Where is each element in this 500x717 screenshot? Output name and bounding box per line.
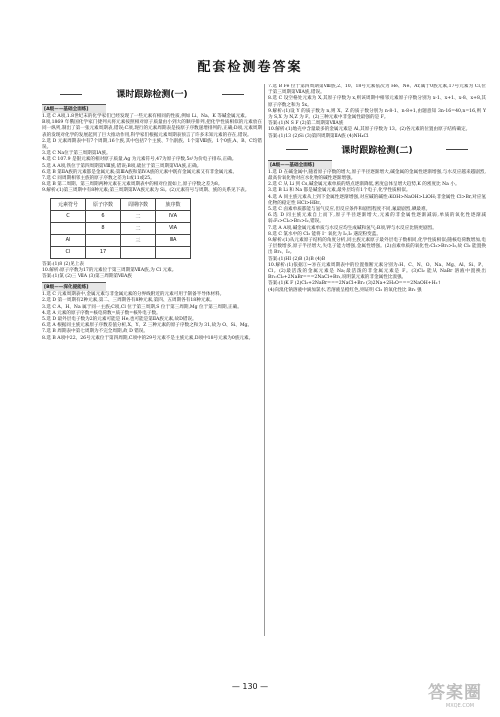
answer-paragraph: 10.解析:(1)地壳中含量最多的金属元素是 Al,其原子序数为 13。(2)各元素的位置由原子结构确定。 <box>268 127 471 133</box>
table-cell: Al <box>51 234 86 246</box>
answer-paragraph: 3.选 B Li 和 Na 都是碱金属元素,最外层均有1个电子,化学性质相似。 <box>268 188 411 194</box>
answer-line: 答案:(1)HI (2)B (3)B (4)B <box>268 256 326 262</box>
watermark-logo <box>428 683 492 711</box>
table-cell: ⅥA <box>156 222 191 234</box>
answer-paragraph: 1.选 D 在碱金属中,随着原子序数的增大,原子半径逐渐增大,碱金属的金属性逐渐增强,与水反应越来越剧烈,最高价氧化物对应水化物的碱性逐渐增强。 <box>268 169 486 182</box>
level-a-label-1: [A级——基础全面练] <box>42 104 106 113</box>
page-number: — 130 — <box>231 682 269 691</box>
answer-line: 答案:(1)氯 (2)三 ⅦA (3)第三周期第ⅦA族 <box>42 274 132 280</box>
answer-paragraph: 6.选 B 第ⅡA族的元素都是金属元素;第ⅢA族和第ⅣA族的元素中既有金属元素又有非金属元素。 <box>42 169 238 175</box>
table-header-cell: 族序数 <box>156 198 191 210</box>
answer-line: 答案:(1)8 (2)见上表 <box>42 261 84 267</box>
level-a-label-2: [A级——基础全面练] <box>268 160 332 169</box>
table-cell: ⅢA <box>156 234 191 246</box>
answer-paragraph: 2.选 C 从 Li 到 Cs,碱金属元素单质的熔点逐渐降低,密度总体呈增大趋势,K 的密度比 Na 小。 <box>268 182 460 188</box>
answer-paragraph: 5.选 C 卤素单质都能与氢气反应,但反应条件和剧烈程度不同,氟最剧烈,碘最难。 <box>268 207 431 213</box>
answer-paragraph: 6.选 D 同主族元素自上而下,原子半径逐渐增大,元素的非金属性逐渐减弱,单质的氧化性逐渐减弱:F₂>Cl₂>Br₂>I₂,错误。 <box>268 213 486 225</box>
answer-paragraph: 7.选 B Fe 位于第四周期第Ⅷ族,2、10、18号元素依次为 He、Ne、Ar,属于0族元素,17号元素为 Cl,位于第三周期第ⅦA族,错误。 <box>268 84 486 96</box>
answer-paragraph: 3.选 C A、H、Na 属于同一主族;C项,Cl 位于第三周期,S 位于第三周期,Mg 位于第三周期,正确。 <box>42 304 242 310</box>
answer-paragraph: 10.解析:原子序数为17的元素位于第三周期第ⅦA族,为 Cl 元素。 <box>42 267 177 273</box>
answer-paragraph: 1.选 C 元素周期表中,金属元素与非金属元素的分界线附近的元素可用于制备半导体材料。 <box>42 292 225 298</box>
level-b-label: [B级——深化提能练] <box>42 282 106 291</box>
answer-paragraph: 8.选 B A项中22、26号元素位于第四周期,C项中的29号元素不是主族元素,D项中18号元素为0族元素。 <box>42 335 254 341</box>
answer-paragraph: 5.选 D 最外层电子数为2的元素可能是 He,也可能是第ⅡA族元素,故D错误。 <box>42 317 197 323</box>
answer-paragraph: 2.选 D 元素周期表中有7个周期,16个族,其中包括7个主族、7个副族、1个第Ⅷ族、1个0族,A、B、C均错误。 <box>42 138 262 151</box>
answer-paragraph: 9.解析:(1)从元素原子结构的角度分析,同主族元素原子最外层电子数相同,化学性质相似;随核电荷数增加,电子层数增多,原子半径增大,失电子能力增强,金属性增强。(2)卤素单质的氧化性:Cl₂>Br₂>I₂,故 Cl₂ 能置换出 Br₂、I₂。 <box>268 238 486 256</box>
answer-paragraph: 4.选 A 元素的原子序数=核电荷数=质子数=核外电子数。 <box>42 310 161 316</box>
table-cell: 17 <box>86 246 121 258</box>
table-row <box>51 222 191 234</box>
answer-paragraph: 4.选 A 同主族元素从上到下金属性逐渐增强,对应碱的碱性:KOH>NaOH>LiOH;非金属性 Cl>Br,对应氢化物的稳定性 HCl>HBr。 <box>268 194 486 206</box>
watermark-mark: 答案圈 <box>428 683 482 703</box>
section-heading-2: 课时跟踪检测(二) <box>268 143 486 156</box>
table-cell: Cl <box>51 246 86 258</box>
table-cell <box>86 234 121 246</box>
answer-paragraph: 7.选 A A项,碱金属元素单质与水反应均生成碱和氢气;B项,钾与水反应比钠更剧烈。 <box>268 225 437 231</box>
table-cell: 6 <box>86 210 121 222</box>
table-cell: 二 <box>121 222 156 234</box>
table-cell: 8 <box>86 222 121 234</box>
answer-paragraph: 5.选 A A项,铁位于第四周期第Ⅷ族,错误;B项,硫位于第三周期第ⅥA族,正确。 <box>42 163 202 169</box>
table-row <box>51 234 191 246</box>
answer-paragraph: 6.选 A 根据同主族元素原子序数差值分析,X、Y、Z 三种元素的原子序数之和为 31,故为 O、Si、Mg。 <box>42 323 253 329</box>
answer-paragraph: 7.选 B 周期表中第七周期为不完全周期,故 D 错误。 <box>42 329 149 335</box>
answer-paragraph: 7.选 C 同周期相邻主族的原子序数之差为1或11或25。 <box>42 176 155 182</box>
table-cell: 三 <box>121 234 156 246</box>
answer-paragraph: 9.解析:(1)设 Y 的质子数为 n,则 X、Z 的质子数分别为 n-8-1、n-8+1,由题意知 3n-16=40,n=16,则 Y 为 S,X 为 N,Z 为 F。(2)三种元素中非金属性最强的是 F。 <box>268 108 486 121</box>
table-header-cell: 元素符号 <box>51 198 86 210</box>
element-table <box>50 198 191 259</box>
answer-paragraph: 9.解析:(1)第三周期中有8种元素;第三周期第ⅣA族元素为 Si。(2)元素符号与周期、族的关系见下表。 <box>42 188 250 194</box>
answer-paragraph: 10.解析:(1)依据①~⑩在元素周期表中的位置推断元素分别为:H、C、N、O、Na、Mg、Al、Si、P、Cl。(2)最活泼的金属元素是 Na;最活泼的非金属元素是 F。(3)Cl₂ 能从 NaBr 溶液中置换出 Br₂:Cl₂+2NaBr===2NaCl+Br₂,说明氯元素的非金属性比溴强。 <box>268 262 486 281</box>
right-column <box>268 84 486 639</box>
table-row <box>51 246 191 258</box>
table-cell: 二 <box>121 210 156 222</box>
answer-paragraph: 1.选 C A项,1.8世纪末的化学家们已经发现了一些元素有相同的性质,例如 Li、Na、K 等碱金属元素。 <box>42 114 250 119</box>
answer-paragraph: B项,1869 年俄国化学家门捷列夫将元素按照相对原子质量由小到大的顺序排列,把化学性质相似的元素放在同一纵列,制出了第一张元素周期表,错误;C项,现行的元素周期表是按原子序数递增排列的,正确;D项,元素周期表的发现对化学的发展起到了巨大推动作用,科学家们根据元素周期表预言了许多未知元素的存在,错误。 <box>42 120 262 138</box>
table-header-cell: 原子序数 <box>86 198 121 210</box>
answer-line: (4)向溴化钠溶液中滴加氯水,若溶液呈橙红色,则证明 Cl₂ 的氧化性比 Br₂ 强 <box>268 287 422 293</box>
table-cell <box>121 246 156 258</box>
answer-paragraph: 3.选 C Na位于第三周期第ⅠA族。 <box>42 151 111 157</box>
column-divider <box>264 84 265 636</box>
table-header-cell: 周期序数 <box>121 198 156 210</box>
table-cell <box>156 246 191 258</box>
answer-paragraph: 8.选 C 氯水中的 Cl₂ 能将 I⁻ 氧化为 I₂,I₂ 遇淀粉变蓝。 <box>268 231 381 237</box>
answer-line: 答案:(1)K F (2)Cl₂+2NaBr===2NaCl+Br₂ (3)2Na+2H₂O===2NaOH+H₂↑ <box>268 281 442 287</box>
table-cell <box>51 222 86 234</box>
answer-line: 答案:(1)N S F (2)第二周期第ⅦA族 <box>268 121 344 127</box>
table-cell: C <box>51 210 86 222</box>
answer-line: 答案:(1)13 (2)Si (3)第四周期第ⅡA族 (4)NH₄Cl <box>268 133 369 139</box>
answer-paragraph: 8.选 B 第二周期、第三周期两种元素在元素周期表中的相对位置如上,原子序数之差为8。 <box>42 182 223 188</box>
table-row <box>51 210 191 222</box>
document-title: 配套检测卷答案 <box>197 60 303 75</box>
section-heading-1: 课时跟踪检测(一) <box>42 87 262 100</box>
answer-paragraph: 8.选 C 设空格处元素为 X,其原子序数为 x,则该周期中相邻元素原子序数分别为 x-1、x+1、x-8、x+8,其原子序数之和为 5x。 <box>268 96 486 108</box>
watermark-url: MXQE.COM <box>445 703 475 709</box>
table-cell: ⅣA <box>156 210 191 222</box>
answer-paragraph: 4.选 C 107.9 是银元素的相对原子质量,Ag 为元素符号,47为原子序数,5s¹为价电子排布,正确。 <box>42 157 237 163</box>
element-table-header-row <box>51 198 191 210</box>
left-column <box>42 84 262 639</box>
answer-paragraph: 2.选 D 第一周期有2种元素,第二、三周期各有8种元素,第四、五周期各有18种元素。 <box>42 298 215 304</box>
